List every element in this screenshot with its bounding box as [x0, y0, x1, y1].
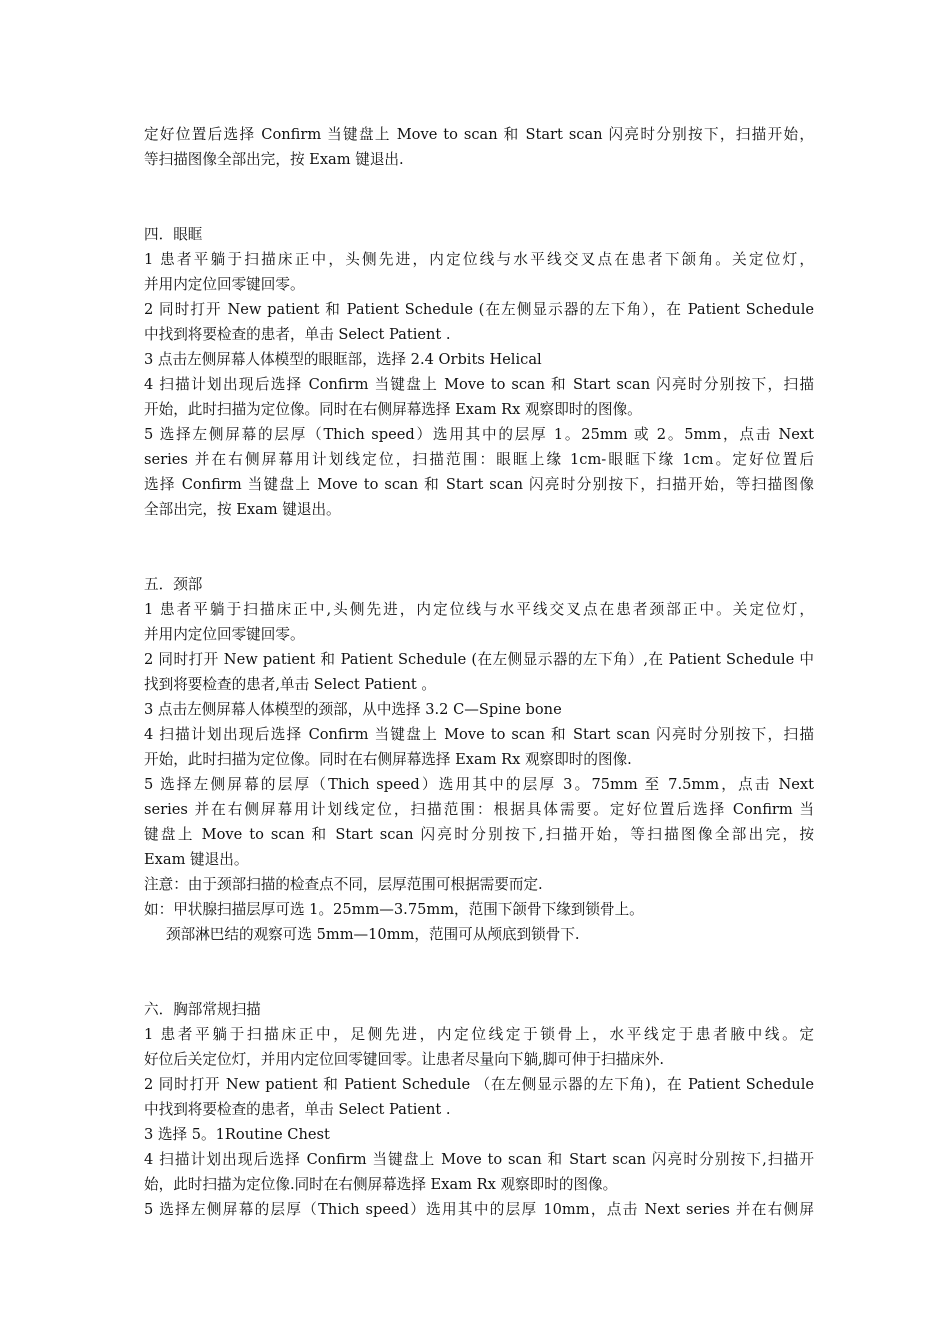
text-line: series 并在右侧屏幕用计划线定位，扫描范围：根据具体需要。定好位置后选择 Confirm 当 [144, 801, 814, 818]
text-line: 好位后关定位灯，并用内定位回零键回零。让患者尽量向下躺,脚可伸于扫描床外. [144, 1051, 665, 1068]
text-line: 1 患者平躺于扫描床正中，足侧先进，内定位线定于锁骨上，水平线定于患者腋中线。定 [144, 1026, 814, 1043]
text-line: 1 患者平躺于扫描床正中,头侧先进，内定位线与水平线交叉点在患者颈部正中。关定位灯， [144, 601, 814, 618]
text-line: 并用内定位回零键回零。 [144, 276, 305, 293]
text-line: Exam 键退出。 [144, 851, 249, 868]
document-page [144, 122, 814, 1222]
text-line: 选择 Confirm 当键盘上 Move to scan 和 Start scan 闪亮时分别按下，扫描开始，等扫描图像 [144, 476, 814, 493]
text-line: 4 扫描计划出现后选择 Confirm 当键盘上 Move to scan 和 Start scan 闪亮时分别按下，扫描 [144, 376, 814, 393]
text-line: 键盘上 Move to scan 和 Start scan 闪亮时分别按下,扫描开始，等扫描图像全部出完，按 [144, 826, 814, 843]
text-line: 5 选择左侧屏幕的层厚（Thich speed）选用其中的层厚 3。75mm 至 7.5mm，点击 Next [144, 776, 814, 793]
text-line: 并用内定位回零键回零。 [144, 626, 305, 643]
text-line: 找到将要检查的患者,单击 Select Patient 。 [144, 676, 436, 693]
text-line: 3 点击左侧屏幕人体模型的颈部，从中选择 3.2 C—Spine bone [144, 701, 562, 718]
text-line: 始，此时扫描为定位像.同时在右侧屏幕选择 Exam Rx 观察即时的图像。 [144, 1176, 618, 1193]
paragraph-gap [144, 947, 814, 997]
note-line: 注意：由于颈部扫描的检查点不同，层厚范围可根据需要而定. [144, 876, 543, 893]
text-line: 5 选择左侧屏幕的层厚（Thich speed）选用其中的层厚 1。25mm 或 2。5mm，点击 Next [144, 426, 814, 443]
section-heading-orbit: 四．眼眶 [144, 226, 203, 243]
text-line: 开始，此时扫描为定位像。同时在右侧屏幕选择 Exam Rx 观察即时的图像。 [144, 401, 642, 418]
text-line: 2 同时打开 New patient 和 Patient Schedule (在左侧显示器的左下角），在 Patient Schedule [144, 301, 814, 318]
text-line: 5 选择左侧屏幕的层厚（Thich speed）选用其中的层厚 10mm，点击 Next series 并在右侧屏 [144, 1201, 814, 1218]
text-line: 3 点击左侧屏幕人体模型的眼眶部，选择 2.4 Orbits Helical [144, 351, 542, 368]
text-line: series 并在右侧屏幕用计划线定位，扫描范围：眼眶上缘 1cm-眼眶下缘 1cm。定好位置后 [144, 451, 814, 468]
text-line: 中找到将要检查的患者，单击 Select Patient . [144, 326, 451, 343]
text-line: 中找到将要检查的患者，单击 Select Patient . [144, 1101, 451, 1118]
text-line: 开始，此时扫描为定位像。同时在右侧屏幕选择 Exam Rx 观察即时的图像. [144, 751, 632, 768]
text-line: 定好位置后选择 Confirm 当键盘上 Move to scan 和 Start scan 闪亮时分别按下，扫描开始， [144, 126, 814, 143]
text-line: 1 患者平躺于扫描床正中，头侧先进，内定位线与水平线交叉点在患者下颌角。关定位灯， [144, 251, 814, 268]
text-line: 4 扫描计划出现后选择 Confirm 当键盘上 Move to scan 和 Start scan 闪亮时分别按下，扫描 [144, 726, 814, 743]
section-heading-chest: 六．胸部常规扫描 [144, 1001, 261, 1018]
text-line: 2 同时打开 New patient 和 Patient Schedule (在左侧显示器的左下角）,在 Patient Schedule 中 [144, 651, 814, 668]
text-line: 4 扫描计划出现后选择 Confirm 当键盘上 Move to scan 和 Start scan 闪亮时分别按下,扫描开 [144, 1151, 814, 1168]
paragraph-gap [144, 172, 814, 222]
text-line: 3 选择 5。1Routine Chest [144, 1126, 330, 1143]
text-line: 等扫描图像全部出完，按 Exam 键退出. [144, 151, 404, 168]
paragraph-gap [144, 522, 814, 572]
section-heading-neck: 五．颈部 [144, 576, 203, 593]
note-line: 颈部淋巴结的观察可选 5mm—10mm，范围可从颅底到锁骨下. [166, 926, 580, 943]
note-line: 如：甲状腺扫描层厚可选 1。25mm—3.75mm，范围下颌骨下缘到锁骨上。 [144, 901, 644, 918]
text-line: 2 同时打开 New patient 和 Patient Schedule （在左侧显示器的左下角)，在 Patient Schedule [144, 1076, 814, 1093]
text-line: 全部出完，按 Exam 键退出。 [144, 501, 341, 518]
